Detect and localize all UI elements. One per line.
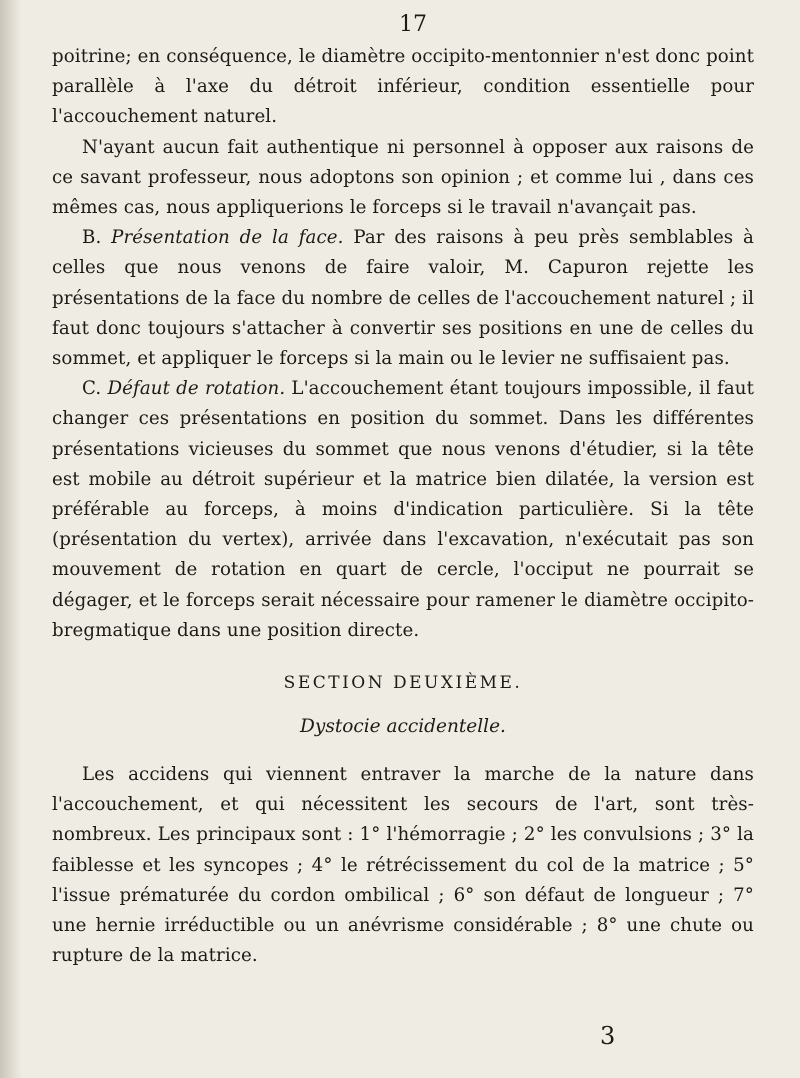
paragraph-accidents: Les accidens qui viennent entraver la marche de la nature dans l'accouchement, et qui nécessitent les secours de l'art, sont très-nombreux. Les principaux sont : 1° l'hémorragie ; 2° les convulsions ; 3° la faiblesse et les syncopes ; 4° le rétrécissement du col de la matrice ; 5° l'issue prématurée du cordon ombilical ; 6° son défaut de longueur ; 7° une hernie irréductible ou un anévrisme considérable ; 8° une chute ou rupture de la matrice. xyxy=(52,764,754,967)
section-subtitle: Dystocie accidentelle. xyxy=(300,716,506,738)
paragraph-body: Par des raisons à peu près semblables à celles que nous venons de faire valoir, M. Capuron rejette les présentations de la face du nombre de celles de l'accouchement naturel ; il faut donc toujours s'attacher à convertir ses positions en une de celles du sommet, et appliquer le forceps si la main ou le levier ne suffisaient pas. xyxy=(52,227,754,370)
signature-mark: 3 xyxy=(600,1022,616,1050)
paragraph-opinion: N'ayant aucun fait authentique ni personnel à opposer aux raisons de ce savant professeur, nous adoptons son opinion ; et comme lui , dans ces mêmes cas, nous appliquerions le forceps si le travail n'avançait pas. xyxy=(52,136,754,219)
paragraph-face-presentation xyxy=(52,223,754,374)
paragraph-body: L'accouchement étant toujours impossible, il faut changer ces présentations en position du sommet. Dans les différentes présentations vicieuses du sommet que nous venons d'étudier, si la tête est mobile au détroit supérieur et la matrice bien dilatée, la version est préférable au forceps, à moins d'indication particulière. Si la tête (présentation du vertex), arrivée dans l'excavation, n'exécutait pas son mouvement de rotation en quart de cercle, l'occiput ne pourrait se dégager, et le forceps serait nécessaire pour ramener le diamètre occipito-bregmatique dans une position directe. xyxy=(52,378,754,641)
paragraph-lead-title: Défaut de rotation. xyxy=(107,378,286,400)
paragraph-lead-title: Présentation de la face. xyxy=(111,227,344,249)
paragraph-rotation-defect xyxy=(52,374,754,646)
paragraph-label: C. xyxy=(82,378,102,400)
page-number: 17 xyxy=(399,12,427,37)
book-page xyxy=(52,12,754,971)
section-heading: SECTION DEUXIÈME. xyxy=(283,673,523,694)
paragraph-label: B. xyxy=(82,227,102,249)
paragraph-continuation: poitrine; en conséquence, le diamètre occipito-mentonnier n'est donc point parallèle à l'axe du détroit inférieur, condition essentielle pour l'accouchement naturel. xyxy=(52,46,754,128)
page-binding-shadow xyxy=(0,0,22,1078)
